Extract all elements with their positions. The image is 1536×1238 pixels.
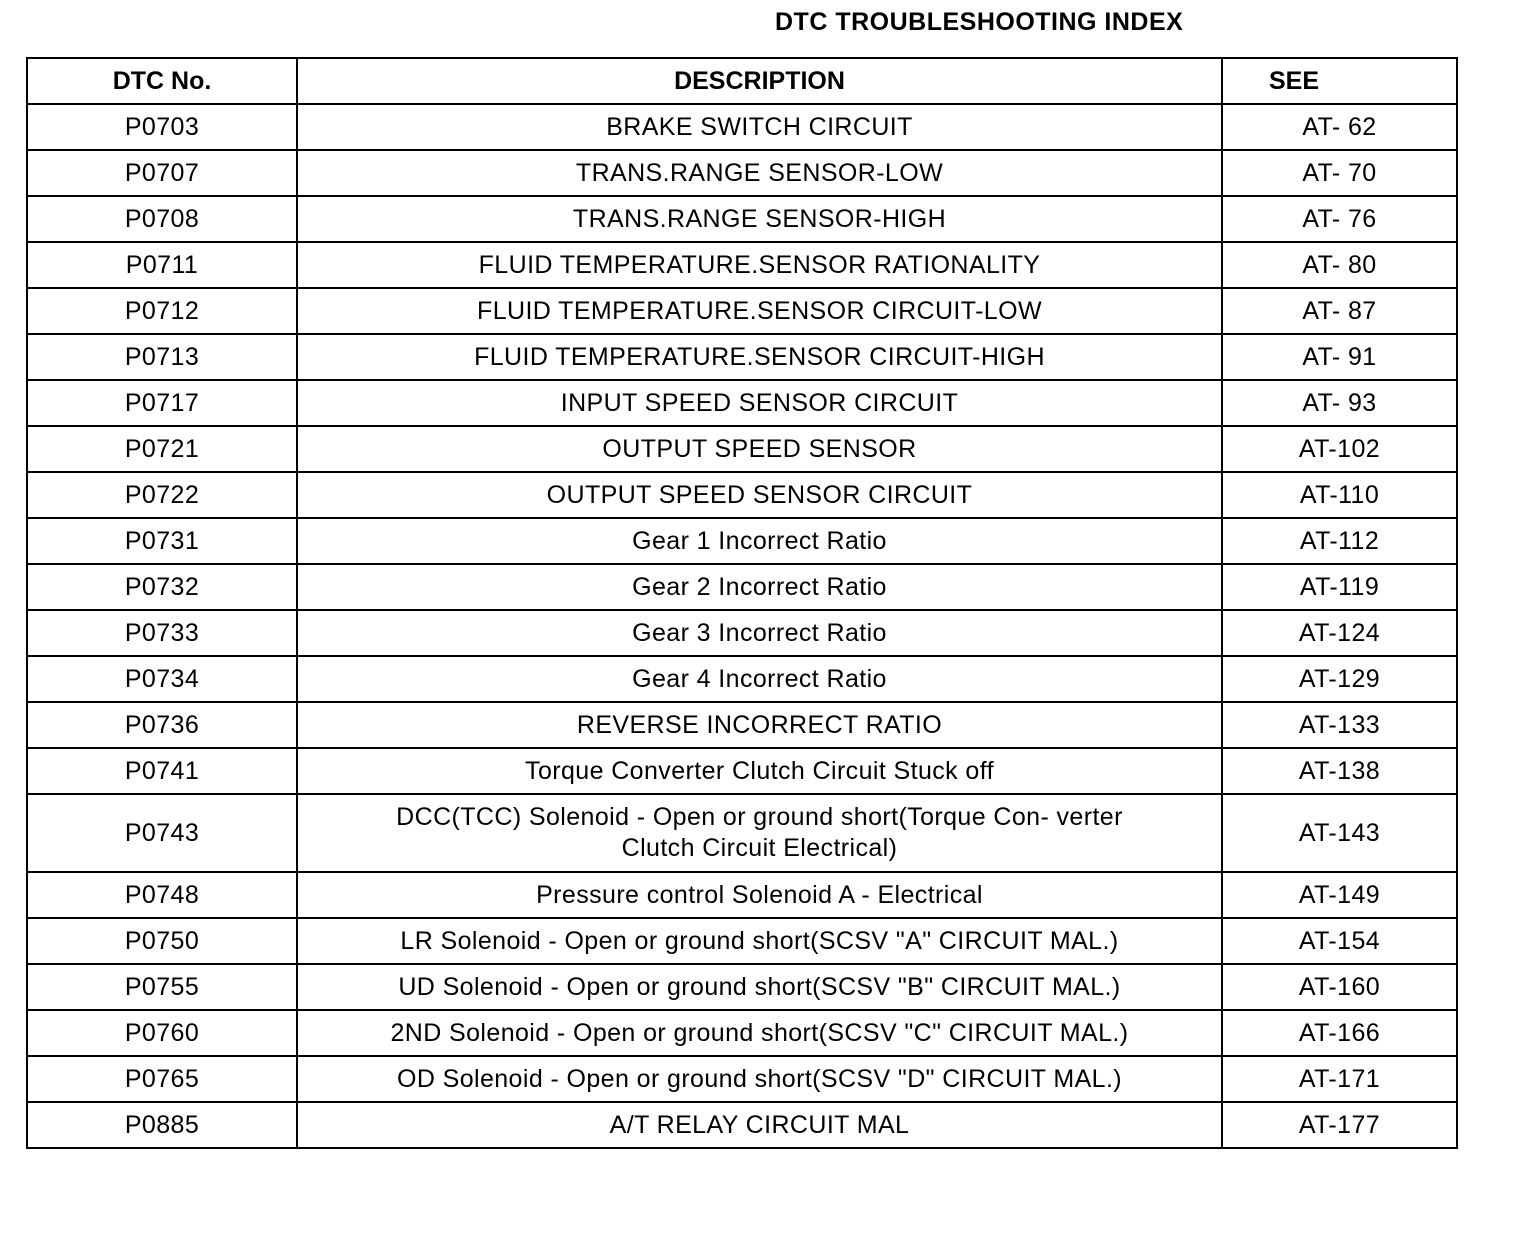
description-text: BRAKE SWITCH CIRCUIT: [606, 112, 913, 141]
see-reference-cell: AT- 62: [1222, 104, 1457, 150]
description-cell: [297, 1102, 1222, 1148]
description-cell: [297, 564, 1222, 610]
table-row: [27, 872, 1457, 918]
dtc-code-cell: P0707: [27, 150, 297, 196]
description-cell: [297, 380, 1222, 426]
see-reference-cell: AT- 91: [1222, 334, 1457, 380]
description-cell: [297, 748, 1222, 794]
dtc-code-cell: P0712: [27, 288, 297, 334]
table-row: [27, 1056, 1457, 1102]
description-cell: [297, 334, 1222, 380]
description-cell: [297, 472, 1222, 518]
see-reference-cell: AT- 87: [1222, 288, 1457, 334]
dtc-code-cell: P0736: [27, 702, 297, 748]
table-body: [27, 104, 1457, 1148]
table-row: [27, 1010, 1457, 1056]
description-text: OUTPUT SPEED SENSOR CIRCUIT: [546, 480, 973, 509]
description-text: TRANS.RANGE SENSOR-HIGH: [572, 204, 947, 233]
dtc-code-cell: P0741: [27, 748, 297, 794]
see-reference-cell: AT-166: [1222, 1010, 1457, 1056]
page-title: DTC TROUBLESHOOTING INDEX: [775, 8, 1184, 36]
description-text: Torque Converter Clutch Circuit Stuck off: [525, 756, 994, 785]
description-cell: [297, 518, 1222, 564]
description-text: UD Solenoid - Open or ground short(SCSV "B" CIRCUIT MAL.): [398, 972, 1121, 1001]
description-text: LR Solenoid - Open or ground short(SCSV "A" CIRCUIT MAL.): [400, 926, 1119, 955]
see-reference-cell: AT-138: [1222, 748, 1457, 794]
description-cell: [297, 656, 1222, 702]
see-reference-cell: AT-133: [1222, 702, 1457, 748]
see-reference-cell: AT- 70: [1222, 150, 1457, 196]
dtc-code-cell: P0750: [27, 918, 297, 964]
description-cell: [297, 104, 1222, 150]
description-text: REVERSE INCORRECT RATIO: [576, 710, 943, 739]
description-text: Gear 4 Incorrect Ratio: [632, 664, 887, 693]
description-text: DCC(TCC) Solenoid - Open or ground short(Torque Con- verter Clutch Circuit Electrical): [396, 803, 1123, 862]
dtc-code-cell: P0755: [27, 964, 297, 1010]
description-text: TRANS.RANGE SENSOR-LOW: [575, 158, 944, 187]
see-reference-cell: AT-177: [1222, 1102, 1457, 1148]
description-text: FLUID TEMPERATURE.SENSOR RATIONALITY: [478, 250, 1041, 279]
see-reference-cell: AT-110: [1222, 472, 1457, 518]
description-cell: [297, 242, 1222, 288]
see-reference-cell: AT-149: [1222, 872, 1457, 918]
description-cell: [297, 610, 1222, 656]
description-text: Gear 2 Incorrect Ratio: [632, 572, 887, 601]
table-row: [27, 196, 1457, 242]
description-text: 2ND Solenoid - Open or ground short(SCSV "C" CIRCUIT MAL.): [390, 1018, 1129, 1047]
table-row: [27, 918, 1457, 964]
table-row: [27, 656, 1457, 702]
description-cell: [297, 426, 1222, 472]
dtc-code-cell: P0733: [27, 610, 297, 656]
dtc-code-cell: P0760: [27, 1010, 297, 1056]
dtc-code-cell: P0731: [27, 518, 297, 564]
table-row: [27, 794, 1457, 872]
see-reference-cell: AT-143: [1222, 794, 1457, 872]
table-row: [27, 380, 1457, 426]
description-cell: [297, 196, 1222, 242]
description-cell: [297, 964, 1222, 1010]
description-cell: [297, 1010, 1222, 1056]
description-text: OD Solenoid - Open or ground short(SCSV "D" CIRCUIT MAL.): [396, 1064, 1123, 1093]
description-cell: [297, 288, 1222, 334]
dtc-code-cell: P0885: [27, 1102, 297, 1148]
description-cell: [297, 794, 1222, 872]
table-row: [27, 242, 1457, 288]
see-reference-cell: AT-171: [1222, 1056, 1457, 1102]
description-text: A/T RELAY CIRCUIT MAL: [609, 1110, 910, 1139]
description-cell: [297, 702, 1222, 748]
dtc-code-cell: P0722: [27, 472, 297, 518]
header-description: DESCRIPTION: [297, 58, 1222, 104]
header-dtc-no: DTC No.: [27, 58, 297, 104]
table-row: [27, 472, 1457, 518]
dtc-code-cell: P0711: [27, 242, 297, 288]
see-reference-cell: AT-102: [1222, 426, 1457, 472]
dtc-index-table: [26, 57, 1458, 1149]
description-cell: [297, 872, 1222, 918]
dtc-code-cell: P0748: [27, 872, 297, 918]
table-row: [27, 150, 1457, 196]
table-row: [27, 964, 1457, 1010]
see-reference-cell: AT- 80: [1222, 242, 1457, 288]
table-row: [27, 702, 1457, 748]
dtc-code-cell: P0721: [27, 426, 297, 472]
dtc-code-cell: P0732: [27, 564, 297, 610]
table-row: [27, 334, 1457, 380]
header-see: SEE: [1222, 58, 1457, 104]
description-text: OUTPUT SPEED SENSOR: [602, 434, 917, 463]
table-row: [27, 1102, 1457, 1148]
description-text: Pressure control Solenoid A - Electrical: [536, 880, 983, 909]
dtc-code-cell: P0765: [27, 1056, 297, 1102]
description-cell: [297, 918, 1222, 964]
dtc-code-cell: P0713: [27, 334, 297, 380]
see-reference-cell: AT-160: [1222, 964, 1457, 1010]
see-reference-cell: AT- 76: [1222, 196, 1457, 242]
table-row: [27, 610, 1457, 656]
description-text: FLUID TEMPERATURE.SENSOR CIRCUIT-LOW: [477, 296, 1042, 325]
see-reference-cell: AT- 93: [1222, 380, 1457, 426]
dtc-code-cell: P0743: [27, 794, 297, 872]
dtc-code-cell: P0717: [27, 380, 297, 426]
table-row: [27, 748, 1457, 794]
see-reference-cell: AT-154: [1222, 918, 1457, 964]
description-cell: [297, 1056, 1222, 1102]
dtc-code-cell: P0703: [27, 104, 297, 150]
table-header-row: [27, 58, 1457, 104]
description-text: Gear 3 Incorrect Ratio: [632, 618, 887, 647]
description-text: Gear 1 Incorrect Ratio: [632, 526, 887, 555]
table-row: [27, 288, 1457, 334]
table-row: [27, 518, 1457, 564]
see-reference-cell: AT-119: [1222, 564, 1457, 610]
dtc-code-cell: P0734: [27, 656, 297, 702]
dtc-code-cell: P0708: [27, 196, 297, 242]
see-reference-cell: AT-112: [1222, 518, 1457, 564]
table-row: [27, 104, 1457, 150]
description-text: INPUT SPEED SENSOR CIRCUIT: [560, 388, 959, 417]
description-text: FLUID TEMPERATURE.SENSOR CIRCUIT-HIGH: [474, 342, 1045, 371]
table-row: [27, 564, 1457, 610]
see-reference-cell: AT-124: [1222, 610, 1457, 656]
see-reference-cell: AT-129: [1222, 656, 1457, 702]
description-cell: [297, 150, 1222, 196]
table-row: [27, 426, 1457, 472]
